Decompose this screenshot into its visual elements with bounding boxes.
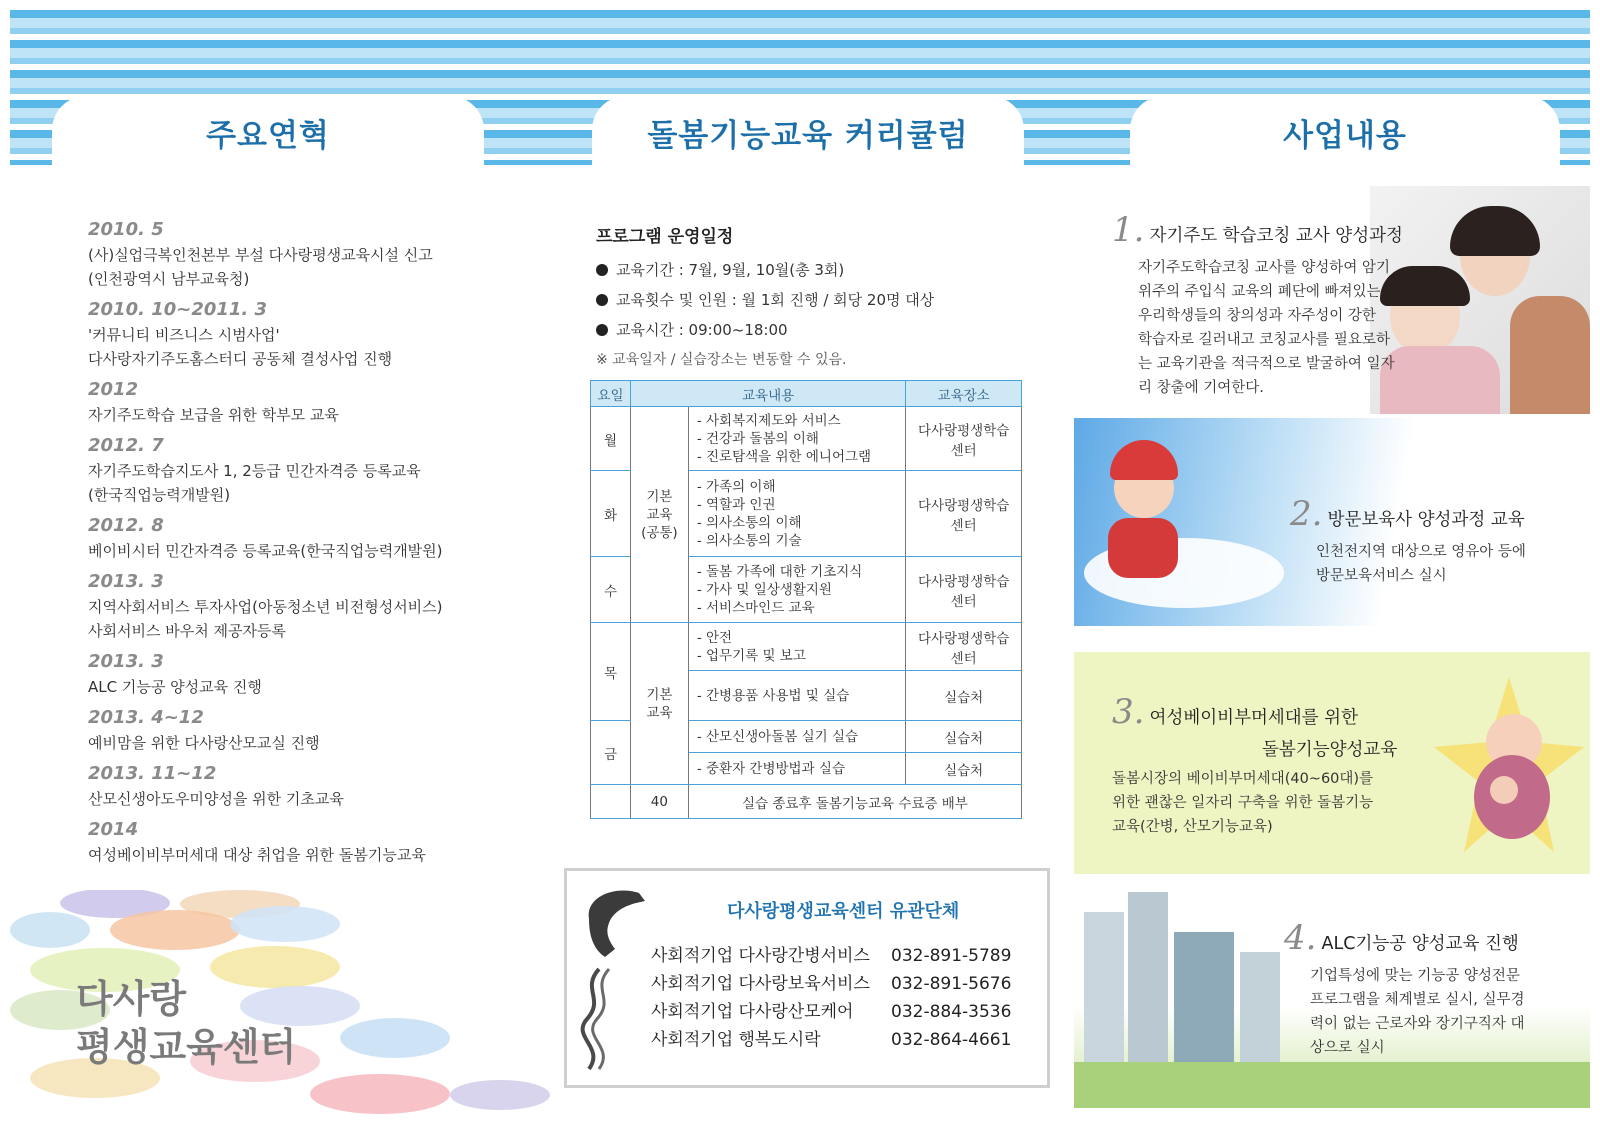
contact-row: 사회적기업 다사랑산모케어 032-884-3536 — [651, 1002, 1012, 1022]
history-text: '커뮤니티 비즈니스 시범사업' — [88, 326, 280, 344]
history-text: (한국직업능력개발원) — [88, 486, 231, 504]
category-cell: 기본 교육 — [630, 623, 688, 785]
item-title: 자기주도 학습코칭 교사 양성과정 — [1149, 226, 1403, 246]
contact-row: 사회적기업 행복도시락 032-864-4661 — [651, 1030, 1012, 1050]
history-text: 지역사회서비스 투자사업(아동청소년 비전형성서비스) — [88, 598, 443, 616]
place-cell: 다사랑평생학습 센터 — [906, 471, 1022, 557]
item-desc: 자기주도학습코칭 교사를 양성하여 암기 위주의 주입식 교육의 폐단에 빠져있는 우리학생들의 창의성과 자주성이 강한 학습자로 길러내고 코칭교사를 필요로하 는 교육기관을 적극적으로 발굴하여 일자 리 창출에 기여한다. — [1138, 260, 1395, 396]
logo-line-1: 다사랑 — [76, 976, 187, 1021]
content-cell: - 간병용품 사용법 및 실습 — [688, 671, 905, 721]
history-year: 2010. 5 — [88, 219, 164, 240]
total-hours-cell: 40 — [630, 785, 688, 819]
history-year: 2014 — [88, 819, 139, 840]
bullet-dot-icon — [596, 324, 608, 336]
program-note: ※ 교육일자 / 실습장소는 변동할 수 있음. — [596, 352, 847, 368]
header-day: 요일 — [591, 381, 631, 407]
day-cell: 금 — [591, 721, 631, 785]
item-number: 4. — [1284, 918, 1317, 958]
day-cell: 월 — [591, 407, 631, 471]
history-entry — [88, 297, 508, 371]
history-text: 사회서비스 바우처 제공자등록 — [88, 622, 286, 640]
history-entry — [88, 217, 508, 291]
section-title-business: 사업내용 — [1283, 118, 1407, 154]
day-cell: 화 — [591, 471, 631, 557]
contact-row: 사회적기업 다사랑간병서비스 032-891-5789 — [651, 946, 1012, 966]
item-title-line-2: 돌봄기능양성교육 — [1262, 740, 1398, 760]
history-text: 여성베이비부머세대 대상 취업을 위한 돌봄기능교육 — [88, 846, 426, 864]
history-year: 2013. 3 — [88, 571, 164, 592]
history-year: 2012. 8 — [88, 515, 164, 536]
business-item-1 — [1112, 210, 1432, 400]
business-item-2 — [1290, 494, 1590, 588]
header-tab-business — [1130, 96, 1560, 176]
history-entry — [88, 761, 508, 811]
curriculum-table — [590, 380, 1022, 819]
section-title-curriculum: 돌봄기능교육 커리큘럼 — [647, 118, 969, 154]
item-desc: 돌봄시장의 베이비부머세대(40~60대)를 위한 괜찮은 일자리 구축을 위한 돌봄기능 교육(간병, 산모기능교육) — [1112, 771, 1374, 835]
item-number: 3. — [1112, 692, 1145, 732]
item-desc: 인천전지역 대상으로 영유아 등에 방문보육서비스 실시 — [1316, 544, 1526, 584]
history-entry — [88, 817, 508, 867]
table-header-row — [591, 381, 1022, 407]
content-cell: - 산모신생아돌봄 실기 실습 — [688, 721, 905, 753]
contact-row: 사회적기업 다사랑보육서비스 032-891-5676 — [651, 974, 1012, 994]
program-title: 프로그램 운영일정 — [596, 227, 734, 247]
item-title: ALC기능공 양성교육 진행 — [1321, 934, 1519, 954]
category-cell: 기본 교육 (공통) — [630, 407, 688, 623]
star-mother-illustration — [1434, 672, 1584, 862]
history-year: 2013. 4~12 — [88, 707, 204, 728]
center-logo-text — [76, 975, 296, 1071]
program-bullet: 교육시간 : 09:00~18:00 — [596, 315, 1026, 345]
day-cell: 목 — [591, 623, 631, 721]
bullet-dot-icon — [596, 294, 608, 306]
history-entry — [88, 649, 508, 699]
related-organizations-box — [564, 868, 1050, 1088]
total-note-cell: 실습 종료후 돌봄기능교육 수료증 배부 — [688, 785, 1021, 819]
item-title: 여성베이비부머세대를 위한 — [1149, 708, 1358, 728]
history-text: (사)실업극복인천본부 부설 다사랑평생교육시설 신고 — [88, 246, 433, 264]
item-desc: 기업특성에 맞는 기능공 양성전문 프로그램을 체계별로 실시, 실무경 력이 없는 근로자와 장기구직자 대 상으로 실시 — [1310, 968, 1525, 1056]
place-cell: 다사랑평생학습 센터 — [906, 623, 1022, 671]
history-entry — [88, 513, 508, 563]
place-cell: 다사랑평생학습 센터 — [906, 557, 1022, 623]
place-cell: 실습처 — [906, 753, 1022, 785]
history-entry — [88, 433, 508, 507]
history-text: ALC 기능공 양성교육 진행 — [88, 678, 262, 696]
history-entry — [88, 569, 508, 643]
place-cell: 실습처 — [906, 671, 1022, 721]
contact-title: 다사랑평생교육센터 유관단체 — [727, 901, 960, 922]
history-year: 2012. 7 — [88, 435, 164, 456]
table-row — [591, 623, 1022, 671]
history-text: (인천광역시 남부교육청) — [88, 270, 250, 288]
program-schedule — [596, 222, 1026, 369]
history-entry — [88, 705, 508, 755]
history-text: 다사랑자기주도홈스터디 공동체 결성사업 진행 — [88, 350, 393, 368]
header-place: 교육장소 — [906, 381, 1022, 407]
history-list — [88, 217, 508, 873]
content-cell: - 가족의 이해 - 역할과 인권 - 의사소통의 이해 - 의사소통의 기술 — [688, 471, 905, 557]
item-number: 2. — [1290, 494, 1323, 534]
day-cell: 수 — [591, 557, 631, 623]
item-number: 1. — [1112, 210, 1145, 250]
section-title-history: 주요연혁 — [206, 118, 330, 154]
logo-line-2: 평생교육센터 — [76, 1024, 297, 1069]
history-year: 2013. 11~12 — [88, 763, 217, 784]
history-text: 산모신생아도우미양성을 위한 기초교육 — [88, 790, 344, 808]
header-tab-curriculum — [592, 96, 1024, 176]
program-bullet: 교육횟수 및 인원 : 월 1회 진행 / 회당 20명 대상 — [596, 285, 1026, 315]
content-cell: - 돌봄 가족에 대한 기초지식 - 가사 및 일상생활지원 - 서비스마인드 교육 — [688, 557, 905, 623]
empty-cell — [591, 785, 631, 819]
bullet-dot-icon — [596, 264, 608, 276]
place-cell: 다사랑평생학습 센터 — [906, 407, 1022, 471]
history-year: 2010. 10~2011. 3 — [88, 299, 268, 320]
table-total-row — [591, 785, 1022, 819]
item-title: 방문보육사 양성과정 교육 — [1327, 510, 1525, 530]
business-item-4 — [1284, 918, 1584, 1060]
content-cell: - 사회복지제도와 서비스 - 건강과 돌봄의 이해 - 진로탐색을 위한 에니어그램 — [688, 407, 905, 471]
history-text: 자기주도학습 보급을 위한 학부모 교육 — [88, 406, 339, 424]
history-text: 베이비시터 민간자격증 등록교육(한국직업능력개발원) — [88, 542, 443, 560]
header-content: 교육내용 — [630, 381, 905, 407]
place-cell: 실습처 — [906, 721, 1022, 753]
content-cell: - 안전 - 업무기록 및 보고 — [688, 623, 905, 671]
telephone-handset-icon — [575, 879, 655, 1079]
history-year: 2012 — [88, 379, 139, 400]
history-entry — [88, 377, 508, 427]
business-item-3 — [1112, 692, 1452, 839]
content-cell: - 중환자 간병방법과 실습 — [688, 753, 905, 785]
program-bullet: 교육기간 : 7월, 9월, 10월(총 3회) — [596, 255, 1026, 285]
table-row — [591, 407, 1022, 471]
header-tab-history — [52, 96, 484, 176]
history-text: 예비맘을 위한 다사랑산모교실 진행 — [88, 734, 320, 752]
history-text: 자기주도학습지도사 1, 2등급 민간자격증 등록교육 — [88, 462, 421, 480]
history-year: 2013. 3 — [88, 651, 164, 672]
